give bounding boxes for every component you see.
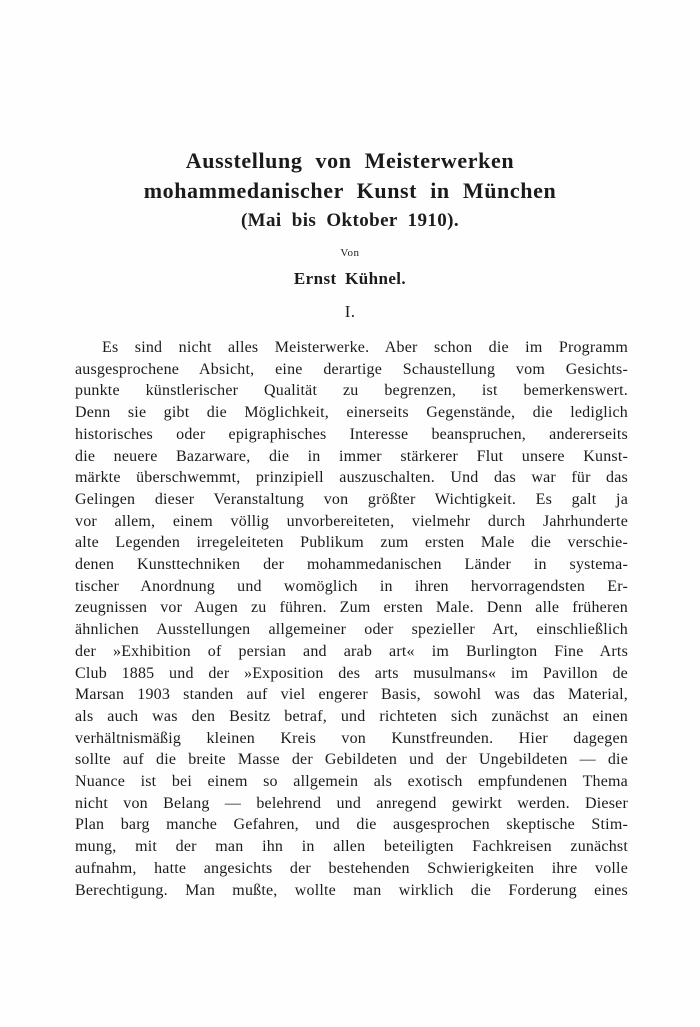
text-line: Denn sie gibt die Möglichkeit, einerseits Gegenstände, die lediglich: [75, 404, 628, 422]
byline-label: Von: [340, 247, 360, 259]
article-title: [0, 146, 700, 206]
article-body: [75, 337, 628, 901]
text-line: als auch was den Besitz betraf, und richteten sich zunächst an einen: [75, 707, 628, 725]
text-line: ausgesprochene Absicht, eine derartige Schaustellung vom Gesichts-: [75, 360, 628, 378]
text-line: Es sind nicht alles Meisterwerke. Aber schon die im Programm: [102, 339, 628, 356]
text-line: punkte künstlerischer Qualität zu begrenzen, ist bemerkenswert.: [75, 382, 628, 400]
text-line: ähnlichen Ausstellungen allgemeiner oder spezieller Art, einschließlich: [75, 621, 628, 639]
text-line: Club 1885 und der »Exposition des arts musulmans« im Pavillon de: [75, 664, 628, 682]
text-line: aufnahm, hatte angesichts der bestehenden Schwierigkeiten ihre volle: [75, 859, 628, 877]
text-line: verhältnismäßig kleinen Kreis von Kunstfreunden. Hier dagegen: [75, 729, 628, 747]
text-line: Marsan 1903 standen auf viel engerer Basis, sowohl was das Material,: [75, 686, 628, 704]
author-name: Ernst Kühnel.: [293, 269, 407, 288]
text-line: nicht von Belang — belehrend und anregend gewirkt werden. Dieser: [75, 794, 628, 812]
text-line: vor allem, einem völlig unvorbereiteten, vielmehr durch Jahrhunderte: [75, 512, 628, 530]
article-header: [0, 0, 700, 321]
text-line: Plan barg manche Gefahren, und die ausgesprochen skeptische Stim-: [75, 816, 628, 834]
text-line: mung, mit der man ihn in allen beteiligten Fachkreisen zunächst: [75, 838, 628, 856]
text-line: historisches oder epigraphisches Interesse beanspruchen, andererseits: [75, 425, 628, 443]
text-line: zeugnissen vor Augen zu führen. Zum ersten Male. Denn alle früheren: [75, 599, 628, 617]
text-line: Berechtigung. Man mußte, wollte man wirklich die Forderung eines: [75, 881, 628, 899]
text-line: Nuance ist bei einem so allgemein als exotisch empfundenen Thema: [75, 773, 628, 791]
article-title-line2: mohammedanischer Kunst in München: [143, 178, 557, 203]
text-line: tischer Anordnung und womöglich in ihren hervorragendsten Er-: [75, 577, 628, 595]
text-line: denen Kunsttechniken der mohammedanischen Länder in systema-: [75, 556, 628, 574]
text-line: sollte auf die breite Masse der Gebildeten und der Ungebildeten — die: [75, 751, 628, 769]
text-line: die neuere Bazarware, die in immer stärkerer Flut unsere Kunst-: [75, 447, 628, 465]
text-line: Gelingen dieser Veranstaltung von größter Wichtigkeit. Es galt ja: [75, 490, 628, 508]
text-line: alte Legenden irregeleiteten Publikum zum ersten Male die verschie-: [75, 534, 628, 552]
article-subtitle: (Mai bis Oktober 1910).: [240, 210, 460, 231]
article-title-line1: Ausstellung von Meisterwerken: [185, 148, 515, 173]
text-line: märkte überschwemmt, prinzipiell auszuschalten. Und das war für das: [75, 469, 628, 487]
text-line: der »Exhibition of persian and arab art« im Burlington Fine Arts: [75, 642, 628, 660]
section-heading: I.: [344, 302, 356, 321]
